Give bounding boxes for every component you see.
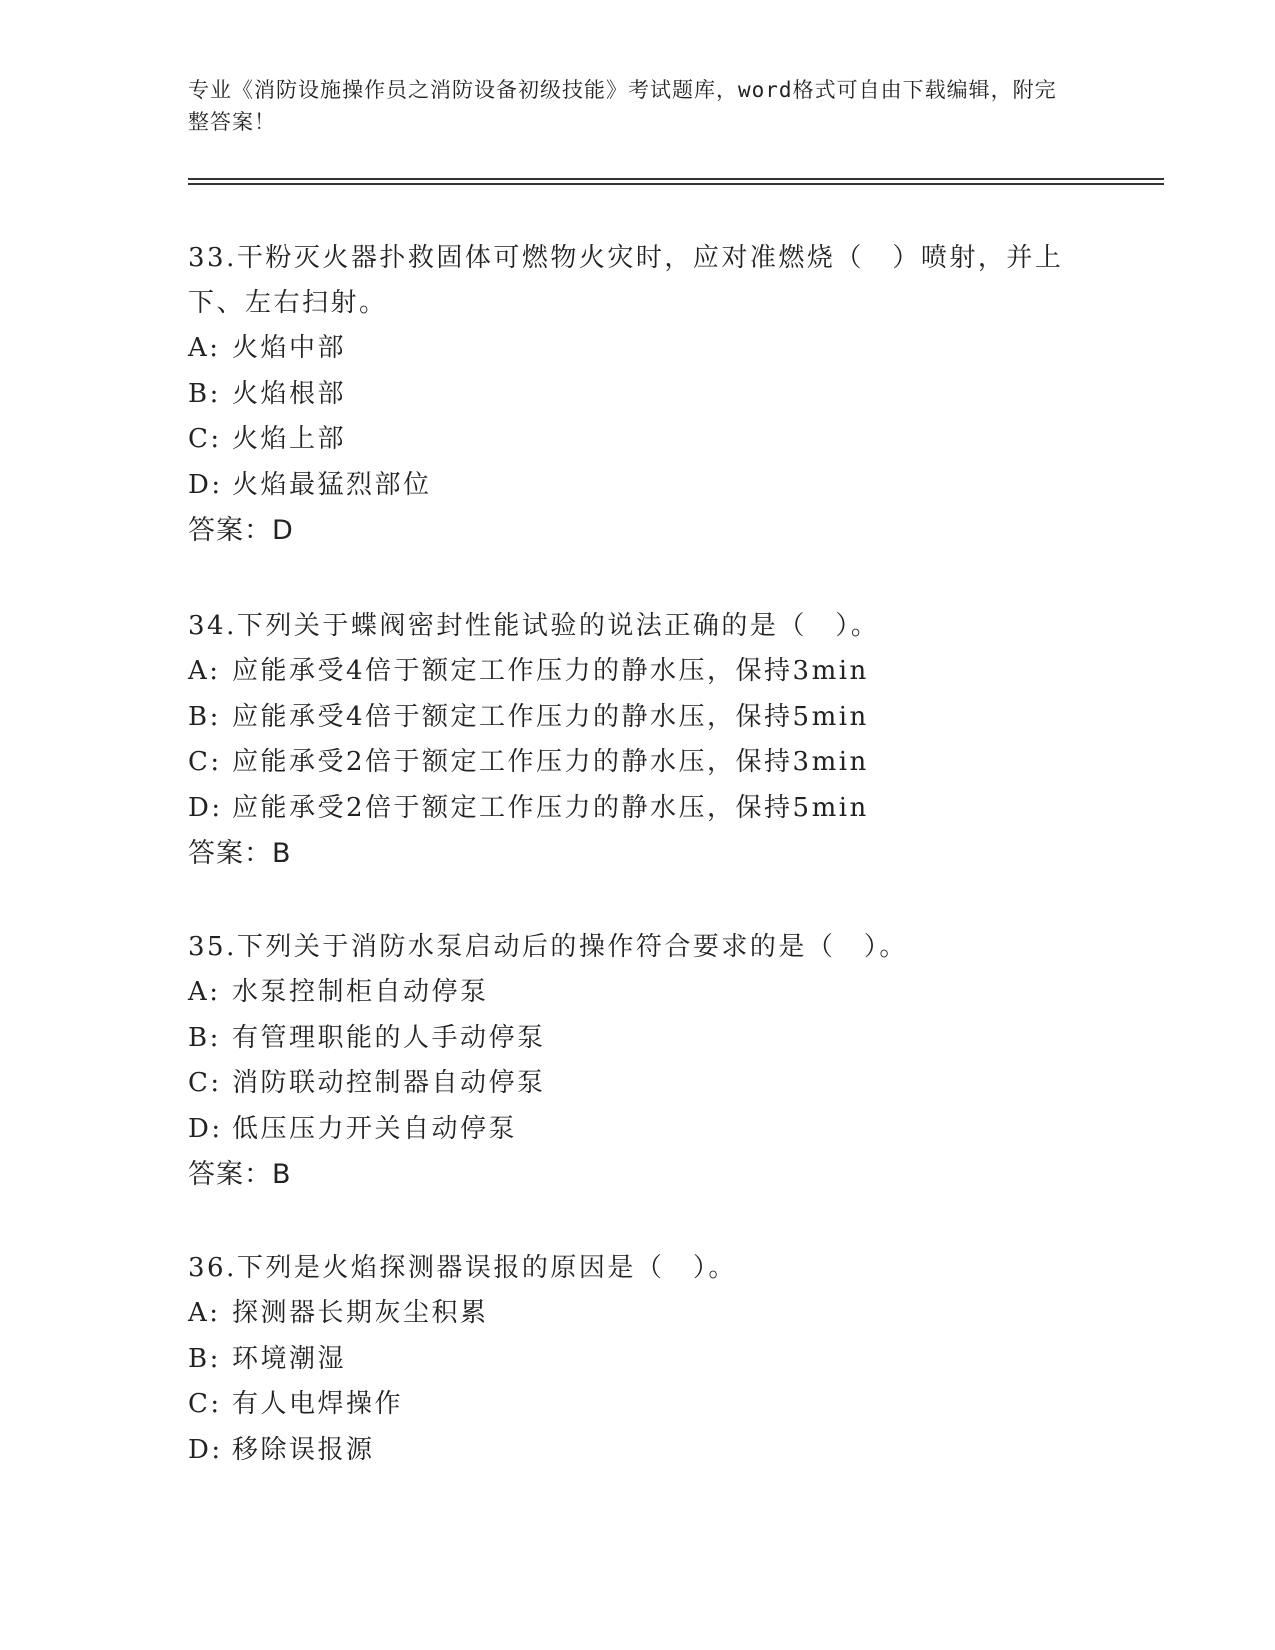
option-key: A: <box>188 333 221 363</box>
question-36 <box>188 1246 1088 1473</box>
question-33 <box>188 236 1088 553</box>
option-b <box>188 372 1088 418</box>
option-key: C: <box>188 747 222 777</box>
question-34 <box>188 604 1088 876</box>
answer-line: 答案：B <box>188 1159 292 1190</box>
option-text: 探测器长期灰尘积累 <box>232 1298 489 1328</box>
answer-line: 答案：B <box>188 838 292 869</box>
option-text: 有管理职能的人手动停泵 <box>232 1022 546 1053</box>
option-key: C: <box>188 1389 222 1419</box>
option-b <box>188 695 1088 741</box>
option-d <box>188 1107 1088 1153</box>
option-text: 移除误报源 <box>232 1434 375 1465</box>
answer-line: 答案：D <box>188 515 294 546</box>
option-a <box>188 326 1088 372</box>
option-a <box>188 1291 1088 1337</box>
option-text: 火焰中部 <box>232 333 347 363</box>
option-text: 火焰最猛烈部位 <box>232 469 432 500</box>
option-key: C: <box>188 424 222 454</box>
option-key: B: <box>188 1022 221 1053</box>
option-a <box>188 970 1088 1016</box>
document-header: 专业《消防设施操作员之消防设备初级技能》考试题库，word格式可自由下载编辑，附完整答案！ <box>188 78 1057 134</box>
option-key: A: <box>188 1298 221 1328</box>
option-text: 应能承受2倍于额定工作压力的静水压，保持5min <box>232 792 869 823</box>
option-key: B: <box>188 378 221 409</box>
option-c <box>188 417 1088 463</box>
option-text: 火焰上部 <box>232 424 347 454</box>
option-text: 低压压力开关自动停泵 <box>232 1113 518 1144</box>
option-text: 消防联动控制器自动停泵 <box>232 1068 546 1098</box>
header-rule-top <box>188 178 1164 180</box>
option-key: D: <box>188 1113 223 1144</box>
option-key: D: <box>188 469 223 500</box>
option-key: A: <box>188 656 221 686</box>
option-text: 水泵控制柜自动停泵 <box>232 977 489 1007</box>
option-key: B: <box>188 1343 221 1374</box>
option-b <box>188 1337 1088 1383</box>
option-key: D: <box>188 792 223 823</box>
option-d <box>188 1428 1088 1474</box>
option-c <box>188 740 1088 786</box>
option-b <box>188 1016 1088 1062</box>
option-text: 环境潮湿 <box>232 1343 347 1374</box>
option-key: D: <box>188 1434 223 1465</box>
option-text: 火焰根部 <box>232 378 347 409</box>
question-35 <box>188 925 1088 1197</box>
header-rule-bottom <box>188 183 1164 185</box>
option-text: 应能承受4倍于额定工作压力的静水压，保持5min <box>232 701 869 732</box>
question-stem: 34.下列关于蝶阀密封性能试验的说法正确的是（ ）。 <box>188 611 880 641</box>
option-key: C: <box>188 1068 222 1098</box>
option-text: 应能承受2倍于额定工作压力的静水压，保持3min <box>232 747 869 777</box>
question-stem: 36.下列是火焰探测器误报的原因是（ ）。 <box>188 1253 737 1283</box>
option-d <box>188 786 1088 832</box>
option-text: 应能承受4倍于额定工作压力的静水压，保持3min <box>232 656 869 686</box>
option-d <box>188 463 1088 509</box>
option-key: A: <box>188 977 221 1007</box>
option-a <box>188 649 1088 695</box>
option-c <box>188 1382 1088 1428</box>
option-text: 有人电焊操作 <box>232 1389 404 1419</box>
option-key: B: <box>188 701 221 732</box>
question-stem: 35.下列关于消防水泵启动后的操作符合要求的是（ ）。 <box>188 932 908 962</box>
question-stem: 33.干粉灭火器扑救固体可燃物火灾时，应对准燃烧（ ）喷射，并上下、左右扫射。 <box>188 243 1064 318</box>
option-c <box>188 1061 1088 1107</box>
